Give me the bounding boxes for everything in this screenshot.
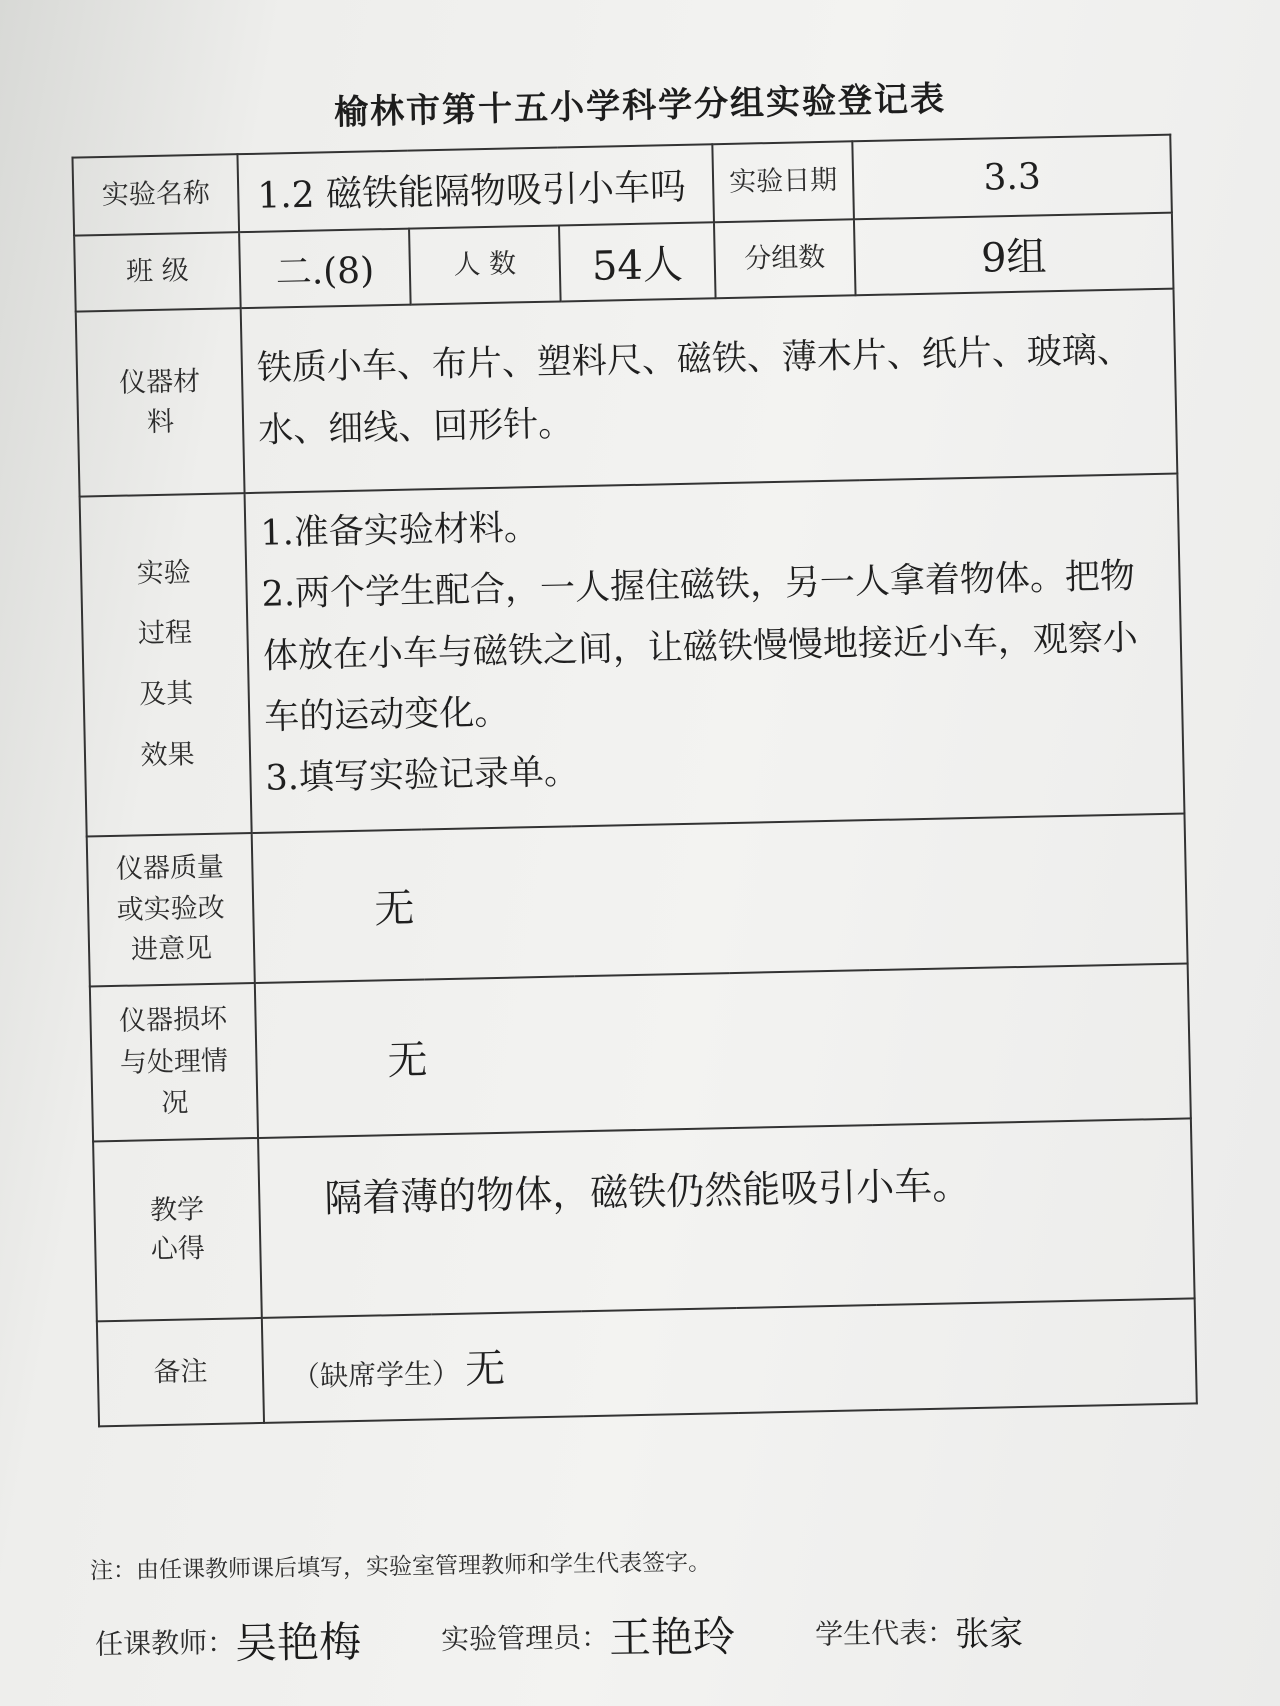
experiment-date-value: 3.3 <box>852 135 1172 220</box>
admin-signature: 王艳玲 <box>608 1611 736 1663</box>
damage-value: 无 <box>255 963 1191 1138</box>
process-step-1: 1.准备实验材料。 <box>259 507 540 554</box>
remarks-prefix: （缺席学生） <box>291 1356 461 1394</box>
groups-label: 分组数 <box>714 219 856 298</box>
form-table <box>71 134 1197 1428</box>
teacher-signature: 吴艳梅 <box>234 1617 362 1668</box>
process-value <box>245 474 1185 833</box>
materials-label: 仪器材料 <box>76 308 245 496</box>
people-value: 54人 <box>559 222 716 301</box>
quality-label: 仪器质量或实验改进意见 <box>87 833 255 986</box>
quality-value: 无 <box>252 814 1188 984</box>
row-quality <box>87 814 1188 987</box>
remarks-value-cell <box>262 1298 1197 1423</box>
class-value: 二.(8) <box>239 229 411 309</box>
process-label: 实验过程及其效果 <box>80 493 252 836</box>
process-step-2: 2.两个学生配合，一人握住磁铁，另一人拿着物体。把物体放在小车与磁铁之间，让磁铁慢慢地接近小车，观察小车的运动变化。 <box>261 556 1139 738</box>
class-label: 班 级 <box>74 232 241 311</box>
remarks-value: 无 <box>464 1345 506 1393</box>
experiment-name-value: 1.2 磁铁能隔物吸引小车吗 <box>237 144 714 232</box>
reflection-value: 隔着薄的物体，磁铁仍然能吸引小车。 <box>258 1118 1195 1317</box>
damage-label: 仪器损坏与处理情况 <box>90 983 258 1141</box>
teacher-label: 任课教师： <box>94 1625 236 1661</box>
groups-value: 9组 <box>854 213 1174 296</box>
reflection-label: 教学心得 <box>93 1138 262 1321</box>
student-signature: 张家 <box>954 1613 1024 1655</box>
row-reflection <box>93 1118 1195 1321</box>
row-materials <box>76 289 1178 497</box>
footer-note: 注：由任课教师课后填写，实验室管理教师和学生代表签字。 <box>89 1549 712 1585</box>
experiment-name-label: 实验名称 <box>72 154 239 235</box>
registration-form <box>71 134 1200 1557</box>
form-title: 榆林市第十五小学科学分组实验登记表 <box>333 79 947 133</box>
materials-value: 铁质小车、布片、塑料尺、磁铁、薄木片、纸片、玻璃、水、细线、回形针。 <box>241 289 1178 493</box>
signature-row <box>95 1592 1216 1678</box>
row-process <box>80 474 1185 837</box>
experiment-date-label: 实验日期 <box>712 141 854 222</box>
people-label: 人 数 <box>409 225 561 304</box>
remarks-label: 备注 <box>97 1318 264 1426</box>
admin-label: 实验管理员： <box>440 1620 610 1656</box>
student-label: 学生代表： <box>814 1615 956 1651</box>
row-remarks <box>97 1298 1197 1426</box>
process-step-3: 3.填写实验记录单。 <box>265 752 580 799</box>
row-damage <box>90 963 1191 1141</box>
